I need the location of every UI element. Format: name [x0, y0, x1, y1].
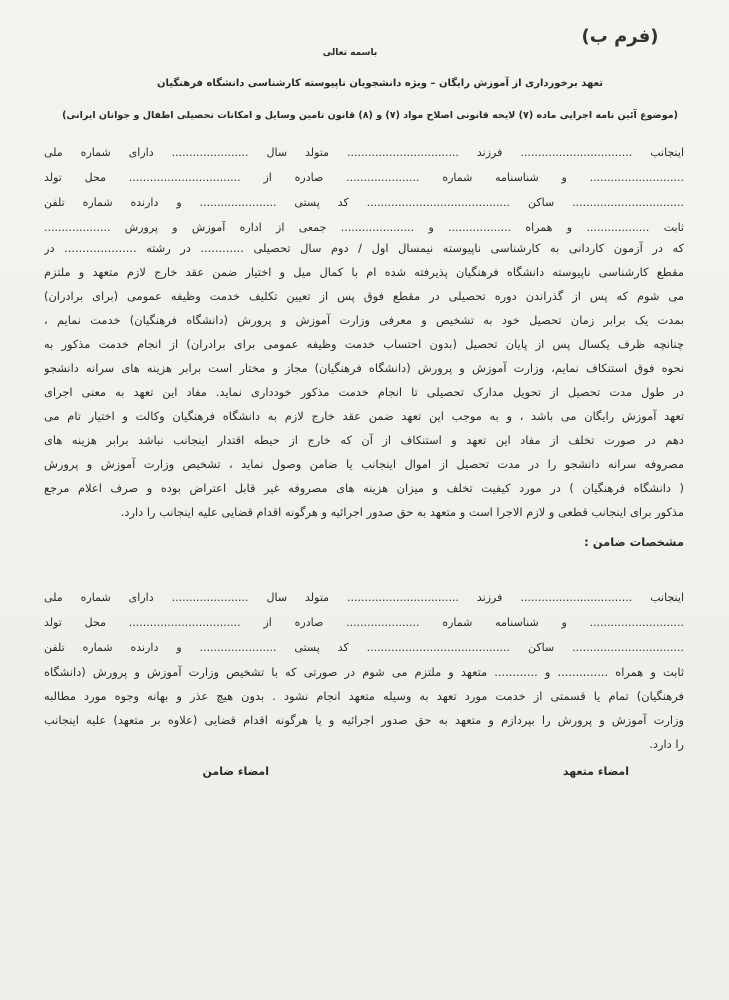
commitment-line: اینجانب ................................ فرزند ................................ متولد سال ...................... دارای شماره ملی [44, 146, 684, 159]
commitment-line: ثابت .................. و همراه .................. و ..................... جمعی از اداره آموزش و پرورش ................... [44, 221, 684, 234]
guarantor-line: اینجانب ................................ فرزند ................................ متولد سال ...................... دارای شماره ملی [44, 591, 684, 604]
guarantor-line: ........................... و شناسنامه شماره ..................... صادره از ................................ محل تولد [44, 616, 684, 629]
commitment-line: در طول مدت تحصیل از تحویل مدارک تحصیلی تا انجام خدمت مذکور خودداری نماید. مفاد این تعهد به معنی اجرای [44, 385, 684, 399]
commitment-line: ( دانشگاه فرهنگیان ) در مورد کیفیت تخلف و میزان هزینه های مصروفه غیر قابل اعتراض بوده و صرف اعلام مرجع [44, 481, 684, 495]
commitment-line: مذکور برای اینجانب قطعی و لازم الاجرا است و متعهد به حق صدور اجرائیه و هرگونه اقدام قضایی علیه اینجانب را دارد. [120, 505, 684, 519]
commitment-line: می شوم که پس از گذراندن دوره تحصیلی در مقطع فوق پس از تعیین تکلیف خدمت وظیفه عمومی (برای برادران) [44, 289, 684, 303]
document-subtitle: (موضوع آئین نامه اجرایی ماده (۷) لایحه قانونی اصلاح مواد (۷) و (۸) قانون تامین وسایل و امکانات تحصیلی اطفال و جوانان ایرانی) [62, 110, 678, 121]
commitment-line: ................................ ساکن ......................................... کد پستی ...................... و دارنده شماره تلفن [44, 196, 684, 209]
bismillah: باسمه تعالی [322, 48, 378, 58]
guarantor-heading: مشخصات ضامن : [584, 535, 684, 549]
guarantor-line: را دارد. [649, 737, 684, 751]
commitment-line: بمدت یک برابر زمان تحصیل خود به تشخیص و معرفی وزارت آموزش و پرورش (دانشگاه فرهنگیان) خدمت نمایم ، [44, 313, 684, 327]
guarantor-line: ثابت و همراه .............. و ............ متعهد و ملتزم می شوم در صورتی که با تشخیص وزارت آموزش و پرورش (دانشگاه [44, 665, 684, 679]
guarantor-signature-label: امضاء ضامن [202, 765, 269, 778]
form-label: (فرم ب) [581, 26, 659, 47]
commitment-line: مقطع کارشناسی ناپیوسته دانشگاه فرهنگیان پذیرفته شده ام با کمال میل و اختیار ضمن عقد خارج لازم متعهد و ملتزم [44, 265, 684, 279]
commitment-line: چنانچه ظرف یکسال پس از پایان تحصیل (بدون احتساب خدمت وظیفه عمومی برای برادران) از انجام خدمت مذکور به [44, 337, 684, 351]
commitment-line: دهم در صورت تخلف از مفاد این تعهد و استنکاف از آن که خارج از حیطه اقتدار اینجانب نباشد برابر هزینه های [44, 433, 684, 447]
commitment-line: که در آزمون کاردانی به کارشناسی ناپیوسته نیمسال اول / دوم سال تحصیلی ............ در رشته .................... در [44, 241, 684, 255]
guarantor-line: ................................ ساکن ......................................... کد پستی ...................... و دارنده شماره تلفن [44, 641, 684, 654]
commitment-line: نحوه فوق استنکاف نمایم، وزارت آموزش و پرورش (دانشگاه فرهنگیان) مجاز و مختار است برابر هزینه های سرانه دانشجو [44, 361, 684, 375]
commitment-line: تعهد آموزش رایگان می باشد ، و به موجب این تعهد ضمن عقد خارج لازم به دانشگاه فرهنگیان وکالت و اختیار تام می [44, 409, 684, 423]
guarantor-line: وزارت آموزش و پرورش را بپردازم و متعهد به حق صدور اجرائیه و یا هرگونه اقدام قضایی (علاوه بر متعهد) علیه اینجانب [44, 713, 684, 727]
document-title: تعهد برخورداری از آموزش رایگان – ویژه دانشجویان ناپیوسته کارشناسی دانشگاه فرهنگیان [156, 78, 604, 89]
committed-signature-label: امضاء متعهد [562, 765, 629, 778]
commitment-line: ........................... و شناسنامه شماره ..................... صادره از ................................ محل تولد [44, 171, 684, 184]
guarantor-line: فرهنگیان) تمام یا قسمتی از خدمت مورد تعهد به وسیله متعهد انجام نشود . بدون هیچ عذر و بهانه وجوه مورد مطالبه [44, 689, 684, 703]
commitment-line: مصروفه سرانه دانشجو را در مدت تحصیل از اموال اینجانب یا ضامن وصول نماید ، تشخیص وزارت آموزش و پرورش [44, 457, 684, 471]
